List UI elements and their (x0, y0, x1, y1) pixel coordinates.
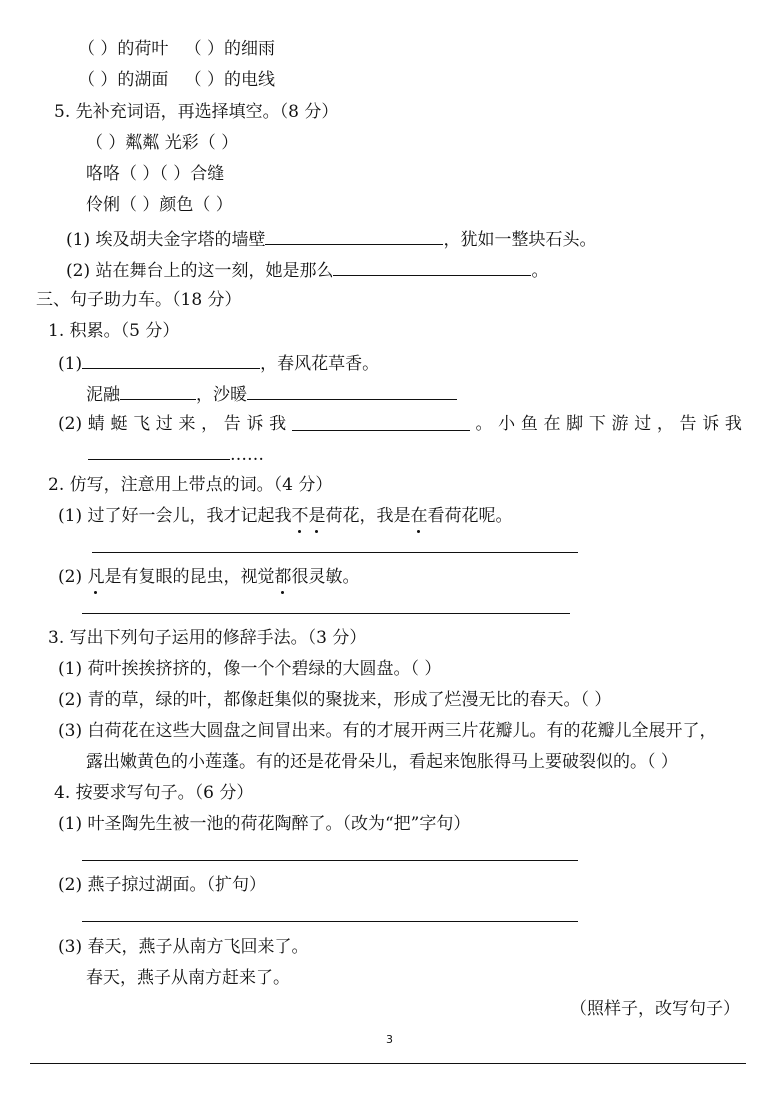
q4-row1-b: （ ）的细雨 (184, 39, 276, 59)
q4-row2 (78, 69, 275, 91)
q5-s2-pre: (2) 站在舞台上的这一刻，她是那么 (66, 261, 334, 281)
q5-s1-post: ，犹如一整块石头。 (443, 230, 597, 250)
dotted-char: 在 (410, 506, 428, 526)
q4-row2-a: （ ）的湖面 (78, 70, 169, 90)
s3q1-s1b-a: 泥融 (86, 385, 120, 405)
s3q2-s2-text: 是有复眼的昆虫，视觉 (104, 567, 275, 587)
s3q1-s1-pre: (1) (58, 354, 83, 374)
s2-char: 脚 (566, 414, 584, 434)
q5-row1: （ ）粼粼 光彩（ ） (86, 133, 239, 153)
s3q2-title: 2. 仿写，注意用上带点的词。（4 分） (48, 475, 333, 495)
s3q4-sentence2: (2) 燕子掠过湖面。（扩句） (58, 875, 266, 895)
s2-char: 鱼 (520, 414, 538, 434)
s2-char: (2) (58, 414, 83, 434)
s2-char: 诉 (702, 414, 720, 434)
s2-char: 飞 (133, 414, 151, 434)
s2-char: ， (656, 414, 674, 434)
s3q4-sentence3b: 春天，燕子从南方赶来了。 (86, 968, 290, 988)
dotted-char: 是 (308, 506, 326, 526)
dotted-char: 凡 (87, 567, 105, 587)
answer-line[interactable] (92, 552, 578, 553)
s3q3-title: 3. 写出下列句子运用的修辞手法。（3 分） (48, 628, 367, 648)
s3q2-s1-text: 看荷花呢。 (427, 506, 513, 526)
page-number: 3 (386, 1033, 393, 1046)
s2-char: 小 (498, 414, 516, 434)
q4-row2-b: （ ）的电线 (184, 70, 276, 90)
answer-blank[interactable] (120, 382, 196, 400)
s3q1-s2-end: …… (230, 445, 264, 465)
q5-sentence2 (66, 258, 548, 282)
s3q3-sentence3b: 露出嫩黄色的小莲蓬。有的还是花骨朵儿，看起来饱胀得马上要破裂似的。（ ） (86, 752, 678, 772)
q5-row3: 伶俐（ ）颜色（ ） (86, 195, 233, 215)
s2-char: 在 (543, 414, 561, 434)
s3q3-sentence1: (1) 荷叶挨挨挤挤的，像一个个碧绿的大圆盘。（ ） (58, 659, 442, 679)
s2-char: 告 (223, 414, 241, 434)
s3q3-sentence2: (2) 青的草，绿的叶，都像赶集似的聚拢来，形成了烂漫无比的春天。（ ） (58, 690, 612, 710)
dotted-char: 不 (291, 506, 309, 526)
answer-blank[interactable] (292, 413, 470, 431)
s3q4-title: 4. 按要求写句子。（6 分） (54, 783, 254, 803)
answer-blank[interactable] (82, 351, 260, 369)
answer-blank[interactable] (333, 258, 531, 276)
s3q4-sentence3c: （照样子，改写句子） (570, 999, 740, 1019)
s2-char: 我 (724, 414, 742, 434)
s2-char: ， (201, 414, 219, 434)
s3q2-sentence1 (58, 505, 512, 527)
s3q1-s1-post: ，春风花草香。 (260, 354, 380, 374)
q4-row1-a: （ ）的荷叶 (78, 39, 169, 59)
s3q2-s2-text: 很灵敏。 (291, 567, 360, 587)
s2-char: 诉 (246, 414, 264, 434)
s3q1-sentence1b (86, 382, 457, 406)
answer-line[interactable] (82, 860, 578, 861)
q5-row2: 咯咯（ ）（ ）合缝 (86, 164, 225, 184)
s3q1-title: 1. 积累。（5 分） (48, 321, 180, 341)
s3q4-sentence3a: (3) 春天，燕子从南方飞回来了。 (58, 937, 309, 957)
q5-s2-post: 。 (531, 261, 549, 281)
s2-char: 游 (611, 414, 629, 434)
s2-char: 我 (269, 414, 287, 434)
answer-line[interactable] (82, 613, 570, 614)
answer-line[interactable] (82, 921, 578, 922)
q5-s1-pre: (1) 埃及胡夫金字塔的墙壁 (66, 230, 266, 250)
s2-char: 过 (634, 414, 652, 434)
s2-char: 蜓 (110, 414, 128, 434)
s2-char: 过 (155, 414, 173, 434)
footer-divider (30, 1063, 746, 1064)
s3q2-s1-text: 荷花，我是 (325, 506, 411, 526)
section3-title: 三、句子助力车。（18 分） (36, 290, 242, 310)
s3q3-sentence3a: (3) 白荷花在这些大圆盘之间冒出来。有的才展开两三片花瓣儿。有的花瓣儿全展开了， (58, 721, 717, 741)
s3q1-sentence2 (58, 413, 742, 435)
s3q2-s1-text: (1) 过了好一会儿，我才记起我 (58, 506, 292, 526)
q5-sentence1 (66, 227, 596, 251)
q4-row1 (78, 38, 275, 60)
answer-blank[interactable] (265, 227, 443, 245)
answer-blank[interactable] (88, 442, 230, 460)
s2-char: 告 (679, 414, 697, 434)
s3q1-s1b-b: ，沙暖 (196, 385, 247, 405)
s2-char: 来 (178, 414, 196, 434)
s3q1-sentence2-end (88, 442, 264, 466)
s3q4-sentence1: (1) 叶圣陶先生被一池的荷花陶醉了。（改为“把”字句） (58, 814, 471, 834)
s3q2-s2-text: (2) (58, 567, 88, 587)
s3q1-sentence1 (58, 351, 379, 375)
s3q2-sentence2 (58, 566, 359, 588)
q5-title: 5. 先补充词语，再选择填空。（8 分） (54, 102, 339, 122)
s2-char: 下 (588, 414, 606, 434)
dotted-char: 都 (274, 567, 292, 587)
s2-char: 。 (475, 414, 493, 434)
answer-blank[interactable] (247, 382, 457, 400)
s2-char: 蜻 (87, 414, 105, 434)
